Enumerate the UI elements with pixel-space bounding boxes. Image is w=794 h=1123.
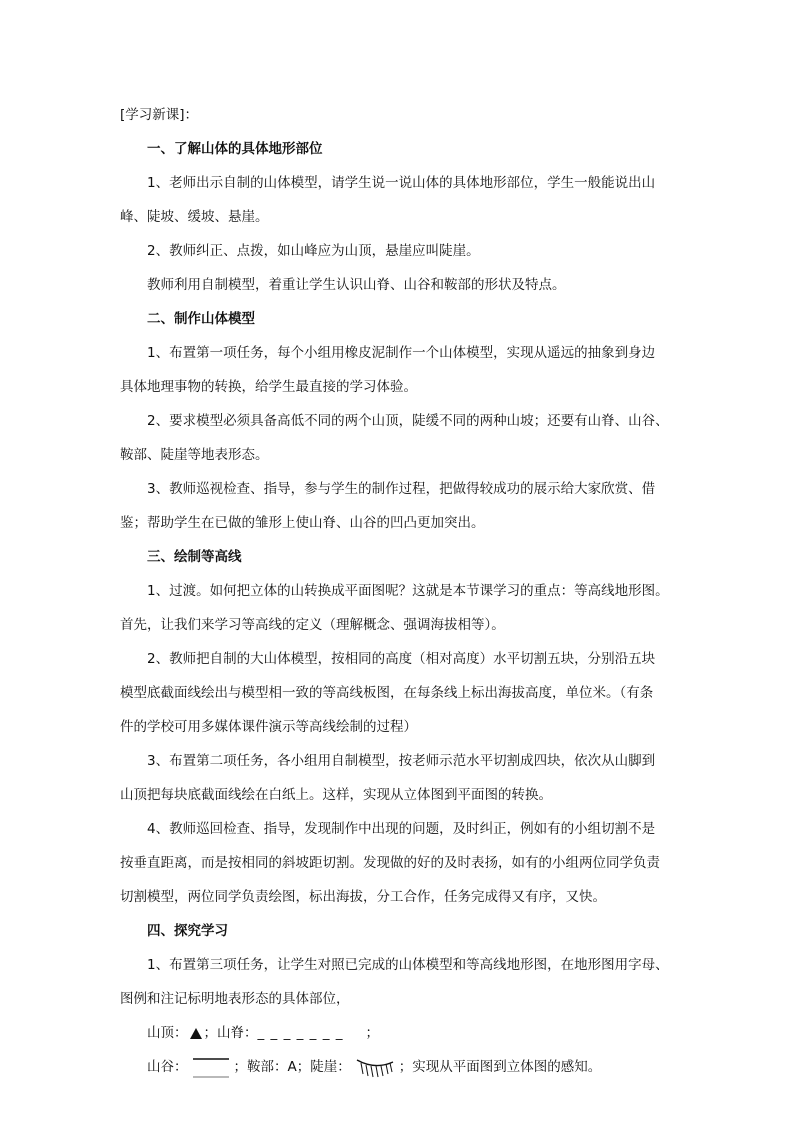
paragraph-line: 2、教师纠正、点拨，如山峰应为山顶，悬崖应叫陡崖。 — [147, 243, 480, 259]
paragraph-line: 3、教师巡视检查、指导，参与学生的制作过程，把做得较成功的展示给大家欣赏、借 — [147, 481, 656, 497]
paragraph-line: 1、老师出示自制的山体模型，请学生说一说山体的具体地形部位，学生一般能说出山 — [147, 175, 656, 191]
lesson-content — [120, 98, 680, 1084]
ridge-label: 山脊： — [217, 1025, 258, 1041]
paragraph-line: 2、教师把自制的大山体模型，按相同的高度（相对高度）水平切割五块，分别沿五块 — [147, 651, 656, 667]
valley-line-icon — [192, 1056, 230, 1078]
section-heading: 二、制作山体模型 — [147, 311, 255, 327]
summit-triangle-icon — [190, 1028, 202, 1039]
paragraph-line: 山顶把每块底截面线绘在白纸上。这样，实现从立体图到平面图的转换。 — [120, 787, 552, 803]
conclusion-text: ；实现从平面图到立体图的感知。 — [398, 1059, 602, 1075]
cliff-symbol-icon — [355, 1054, 395, 1080]
paragraph-line: 鞍部、陡崖等地表形态。 — [120, 447, 269, 463]
paragraph-line: 1、布置第三项任务，让学生对照已完成的山体模型和等高线地形图，在地形图用字母、 — [147, 957, 669, 973]
paragraph-line: 2、要求模型必须具备高低不同的两个山顶，陡缓不同的两种山坡；还要有山脊、山谷、 — [147, 413, 669, 429]
paragraph-line: 图例和注记标明地表形态的具体部位， — [120, 991, 350, 1007]
page-title: [学习新课]： — [120, 107, 199, 123]
paragraph-line: 4、教师巡回检查、指导，发现制作中出现的问题，及时纠正，例如有的小组切割不是 — [147, 821, 656, 837]
legend-row-1 — [120, 1016, 680, 1050]
paragraph-line: 切割模型，两位同学负责绘图，标出海拔，分工合作，任务完成得又有序，又快。 — [120, 889, 606, 905]
paragraph-line: 1、过渡。如何把立体的山转换成平面图呢？这就是本节课学习的重点：等高线地形图。 — [147, 583, 669, 599]
paragraph-line: 件的学校可用多媒体课件演示等高线绘制的过程） — [120, 719, 417, 735]
ridge-dashes: _ _ _ _ _ _ _ — [257, 1025, 344, 1041]
paragraph-line: 3、布置第二项任务，各小组用自制模型，按老师示范水平切割成四块，依次从山脚到 — [147, 753, 656, 769]
paragraph-line: 1、布置第一项任务，每个小组用橡皮泥制作一个山体模型，实现从遥远的抽象到身边 — [147, 345, 656, 361]
valley-label: 山谷： — [147, 1059, 188, 1075]
summit-separator: ； — [203, 1025, 217, 1041]
paragraph-line: 模型底截面线绘出与模型相一致的等高线板图，在每条线上标出海拔高度，单位米。（有条 — [120, 685, 654, 701]
ridge-end: ； — [365, 1025, 379, 1041]
saddle-text: ；鞍部：A；陡崖： — [233, 1059, 351, 1075]
paragraph-line: 首先，让我们来学习等高线的定义（理解概念、强调海拔相等）。 — [120, 617, 505, 633]
legend-row-2 — [120, 1050, 680, 1084]
section-heading: 三、绘制等高线 — [147, 549, 242, 565]
paragraph-line: 按垂直距离，而是按相同的斜坡距切割。发现做的好的及时表扬，如有的小组两位同学负责 — [120, 855, 660, 871]
paragraph-line: 教师利用自制模型，着重让学生认识山脊、山谷和鞍部的形状及特点。 — [147, 277, 566, 293]
paragraph-line: 具体地理事物的转换，给学生最直接的学习体验。 — [120, 379, 417, 395]
paragraph-line: 峰、陡坡、缓坡、悬崖。 — [120, 209, 269, 225]
paragraph-line: 鉴；帮助学生在已做的雏形上使山脊、山谷的凹凸更加突出。 — [120, 515, 485, 531]
summit-label: 山顶： — [147, 1025, 188, 1041]
sections — [120, 132, 680, 1016]
section-heading: 四、探究学习 — [147, 923, 228, 939]
section-heading: 一、了解山体的具体地形部位 — [147, 141, 323, 157]
